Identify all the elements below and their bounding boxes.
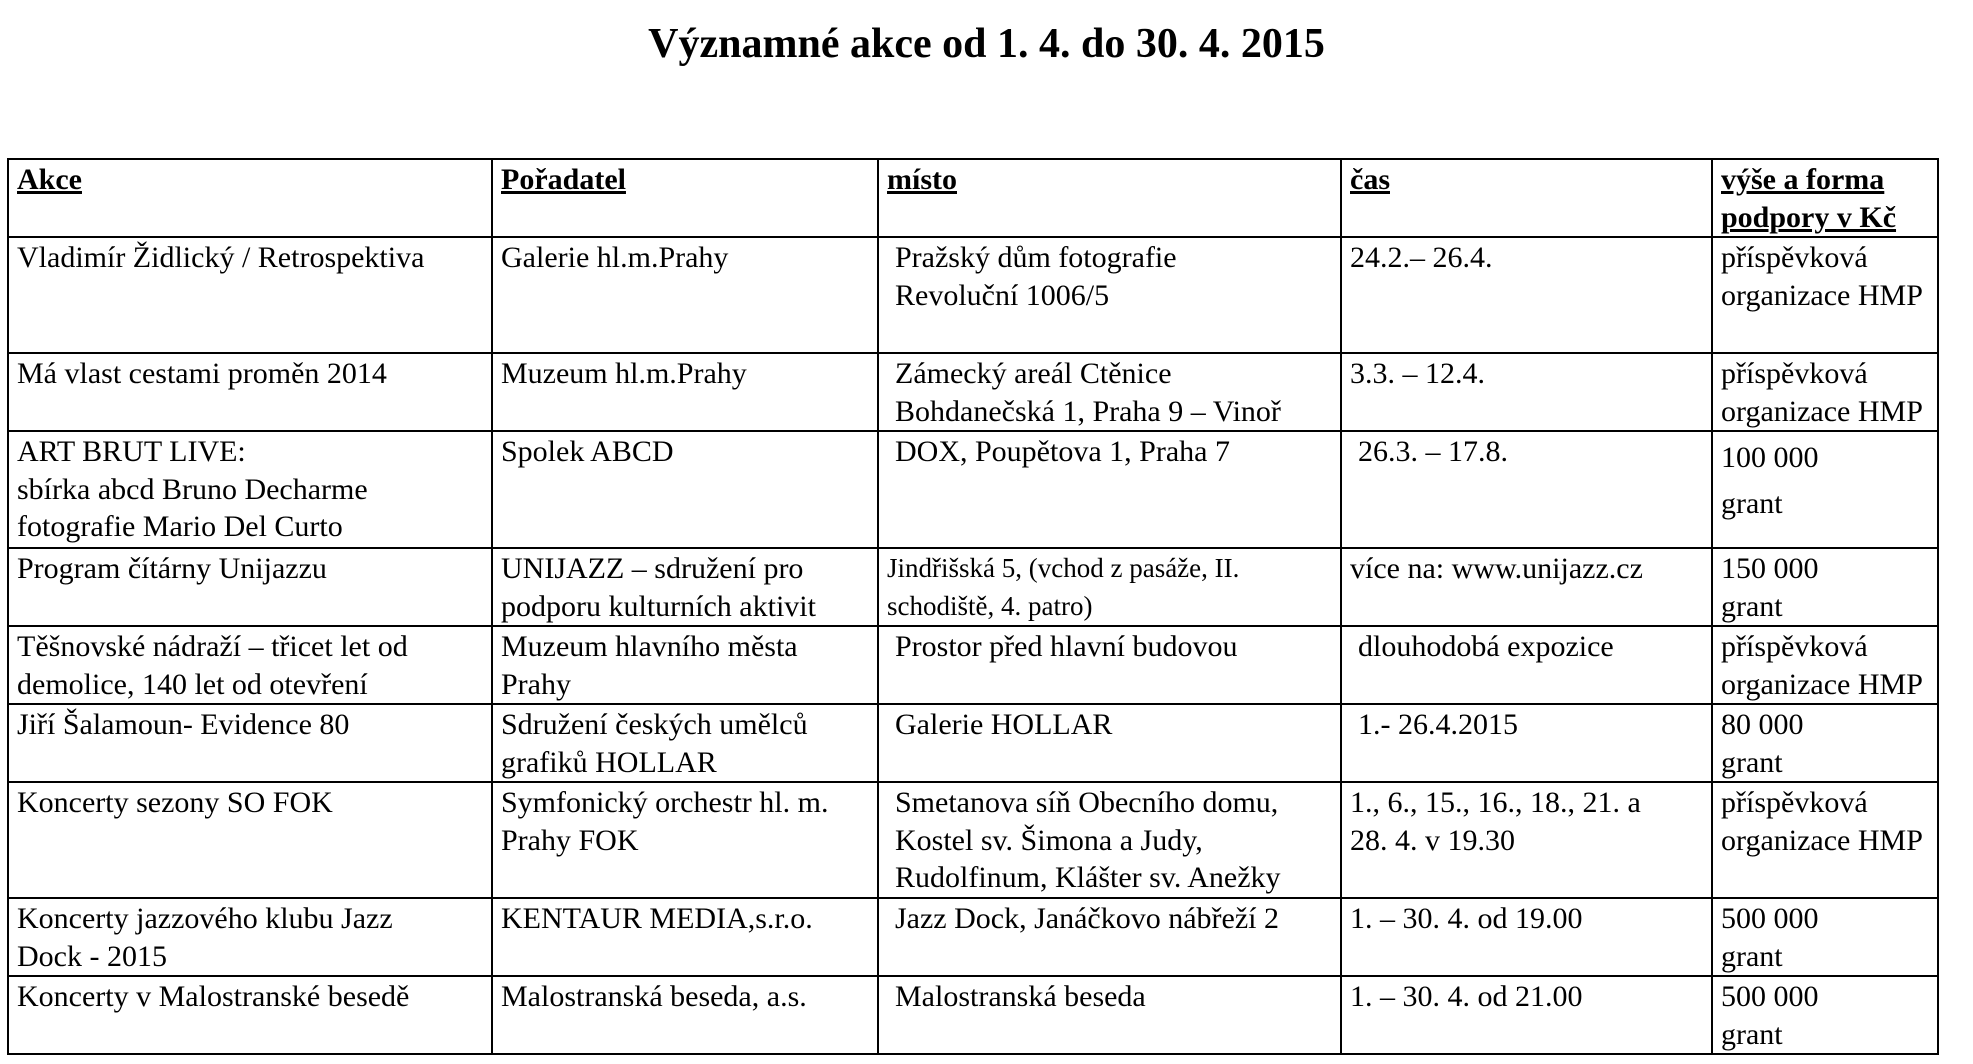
cell-akce-line: Těšnovské nádraží – třicet let od	[17, 630, 408, 663]
cell-misto-line: schodiště, 4. patro)	[887, 590, 1093, 621]
table-row	[8, 237, 1938, 353]
cell-poradatel-line: Muzeum hlavního města	[501, 630, 798, 663]
table-row	[8, 353, 1938, 431]
cell-vyse	[1712, 431, 1938, 548]
cell-poradatel-line: Muzeum hl.m.Prahy	[501, 357, 747, 390]
cell-misto	[878, 976, 1341, 1054]
cell-poradatel-line: Prahy FOK	[501, 823, 639, 857]
cell-cas	[1341, 353, 1712, 431]
cell-cas-line: 1., 6., 15., 16., 18., 21. a	[1350, 786, 1641, 819]
cell-akce-line: demolice, 140 let od otevření	[17, 667, 368, 701]
cell-akce-line: Koncerty sezony SO FOK	[17, 786, 333, 819]
cell-akce	[8, 782, 492, 898]
events-table	[7, 158, 1939, 1055]
cell-misto-line: Galerie HOLLAR	[895, 708, 1113, 741]
cell-akce-line: Vladimír Židlický / Retrospektiva	[17, 241, 425, 274]
table-row	[8, 898, 1938, 976]
cell-vyse-line: příspěvková	[1721, 357, 1868, 390]
cell-misto	[878, 431, 1341, 548]
cell-poradatel-line: Spolek ABCD	[501, 435, 674, 468]
cell-cas	[1341, 976, 1712, 1054]
cell-poradatel-line: KENTAUR MEDIA,s.r.o.	[501, 902, 813, 935]
cell-misto	[878, 237, 1341, 353]
cell-akce-line: Program čítárny Unijazzu	[17, 552, 327, 585]
cell-misto	[878, 898, 1341, 976]
header-poradatel: Pořadatel	[492, 159, 878, 237]
cell-poradatel	[492, 626, 878, 704]
cell-akce	[8, 704, 492, 782]
cell-cas-line: 1. – 30. 4. od 21.00	[1350, 980, 1583, 1013]
table-row	[8, 704, 1938, 782]
cell-akce	[8, 237, 492, 353]
cell-misto-line: Jindřišská 5, (vchod z pasáže, II.	[887, 553, 1240, 583]
cell-akce-line: ART BRUT LIVE:	[17, 435, 246, 468]
cell-misto-line: Pražský dům fotografie	[895, 241, 1177, 274]
cell-akce-line: fotografie Mario Del Curto	[17, 510, 343, 543]
cell-cas-line: 3.3. – 12.4.	[1350, 357, 1485, 390]
table-row	[8, 548, 1938, 626]
table-header-row	[8, 159, 1938, 237]
cell-cas	[1341, 898, 1712, 976]
cell-akce-line: Jiří Šalamoun- Evidence 80	[17, 708, 350, 741]
cell-vyse-line: grant	[1721, 486, 1783, 520]
cell-poradatel	[492, 353, 878, 431]
cell-vyse-line: 500 000	[1721, 980, 1819, 1013]
cell-cas-line: 1.- 26.4.2015	[1358, 708, 1518, 741]
cell-akce-line: Koncerty jazzového klubu Jazz	[17, 902, 393, 935]
cell-poradatel-line: Galerie hl.m.Prahy	[501, 241, 729, 274]
cell-poradatel-line: Sdružení českých umělců	[501, 708, 808, 741]
cell-poradatel	[492, 782, 878, 898]
cell-vyse	[1712, 976, 1938, 1054]
cell-akce	[8, 431, 492, 548]
cell-vyse-line: grant	[1721, 589, 1783, 623]
cell-vyse	[1712, 782, 1938, 898]
cell-cas-line: 26.3. – 17.8.	[1358, 435, 1508, 468]
cell-vyse-line: organizace HMP	[1721, 278, 1923, 312]
cell-akce-line: sbírka abcd Bruno Decharme	[17, 472, 368, 506]
cell-poradatel-line: podporu kulturních aktivit	[501, 589, 816, 623]
cell-misto-line: Bohdanečská 1, Praha 9 – Vinoř	[895, 394, 1281, 428]
cell-akce	[8, 548, 492, 626]
cell-vyse-line: příspěvková	[1721, 786, 1868, 819]
cell-vyse	[1712, 704, 1938, 782]
cell-cas	[1341, 782, 1712, 898]
cell-cas	[1341, 626, 1712, 704]
cell-poradatel-line: grafiků HOLLAR	[501, 745, 717, 779]
cell-poradatel	[492, 431, 878, 548]
table-row	[8, 431, 1938, 548]
cell-misto-line: DOX, Poupětova 1, Praha 7	[895, 435, 1230, 468]
cell-vyse	[1712, 898, 1938, 976]
cell-misto-line: Kostel sv. Šimona a Judy,	[895, 823, 1203, 857]
cell-cas-line: 24.2.– 26.4.	[1350, 241, 1493, 274]
cell-poradatel	[492, 237, 878, 353]
page-title: Významné akce od 1. 4. do 30. 4. 2015	[648, 21, 1325, 67]
cell-vyse-line: organizace HMP	[1721, 823, 1923, 857]
table-row	[8, 626, 1938, 704]
cell-vyse-line: 150 000	[1721, 552, 1819, 585]
cell-misto-line: Prostor před hlavní budovou	[895, 630, 1238, 663]
cell-misto-line: Zámecký areál Ctěnice	[895, 357, 1172, 390]
cell-cas-line: 28. 4. v 19.30	[1350, 823, 1515, 857]
cell-vyse	[1712, 353, 1938, 431]
cell-akce-line: Má vlast cestami proměn 2014	[17, 357, 387, 390]
cell-vyse	[1712, 626, 1938, 704]
cell-cas	[1341, 431, 1712, 548]
cell-vyse-line: příspěvková	[1721, 241, 1868, 274]
table-row	[8, 782, 1938, 898]
cell-poradatel	[492, 704, 878, 782]
cell-poradatel	[492, 548, 878, 626]
header-misto: místo	[878, 159, 1341, 237]
cell-akce-line: Dock - 2015	[17, 939, 167, 973]
cell-akce-line: Koncerty v Malostranské besedě	[17, 980, 410, 1013]
cell-vyse-line: grant	[1721, 1017, 1783, 1051]
cell-misto-line: Rudolfinum, Klášter sv. Anežky	[895, 861, 1281, 894]
cell-akce	[8, 353, 492, 431]
cell-vyse-line: příspěvková	[1721, 630, 1868, 663]
cell-misto-line: Revoluční 1006/5	[895, 278, 1110, 312]
cell-misto-line: Smetanova síň Obecního domu,	[895, 786, 1279, 819]
cell-akce	[8, 976, 492, 1054]
header-vyse-line: výše a forma	[1721, 163, 1885, 196]
cell-vyse-line: grant	[1721, 939, 1783, 973]
cell-cas-line: 1. – 30. 4. od 19.00	[1350, 902, 1583, 935]
cell-vyse	[1712, 548, 1938, 626]
cell-vyse-line: grant	[1721, 745, 1783, 779]
cell-cas	[1341, 548, 1712, 626]
cell-misto	[878, 548, 1341, 626]
cell-vyse-line: 100 000	[1721, 441, 1819, 474]
cell-poradatel-line: Malostranská beseda, a.s.	[501, 980, 807, 1013]
cell-vyse-line: organizace HMP	[1721, 394, 1923, 428]
cell-akce	[8, 898, 492, 976]
cell-cas-line: dlouhodobá expozice	[1358, 630, 1614, 663]
cell-misto	[878, 353, 1341, 431]
cell-poradatel-line: Symfonický orchestr hl. m.	[501, 786, 829, 819]
cell-misto-line: Jazz Dock, Janáčkovo nábřeží 2	[895, 902, 1279, 935]
header-akce: Akce	[8, 159, 492, 237]
cell-akce	[8, 626, 492, 704]
cell-misto	[878, 704, 1341, 782]
cell-cas	[1341, 237, 1712, 353]
header-vyse	[1712, 159, 1938, 237]
header-cas: čas	[1341, 159, 1712, 237]
cell-vyse-line: 80 000	[1721, 708, 1804, 741]
cell-cas-line: více na: www.unijazz.cz	[1350, 552, 1643, 585]
cell-misto	[878, 626, 1341, 704]
cell-vyse-line: organizace HMP	[1721, 667, 1923, 701]
cell-misto-line: Malostranská beseda	[895, 980, 1146, 1013]
cell-misto	[878, 782, 1341, 898]
cell-cas	[1341, 704, 1712, 782]
header-vyse-line: podpory v Kč	[1721, 200, 1897, 234]
cell-poradatel	[492, 898, 878, 976]
table-row	[8, 976, 1938, 1054]
cell-vyse	[1712, 237, 1938, 353]
cell-poradatel	[492, 976, 878, 1054]
cell-poradatel-line: UNIJAZZ – sdružení pro	[501, 552, 804, 585]
cell-poradatel-line: Prahy	[501, 667, 571, 701]
cell-vyse-line: 500 000	[1721, 902, 1819, 935]
